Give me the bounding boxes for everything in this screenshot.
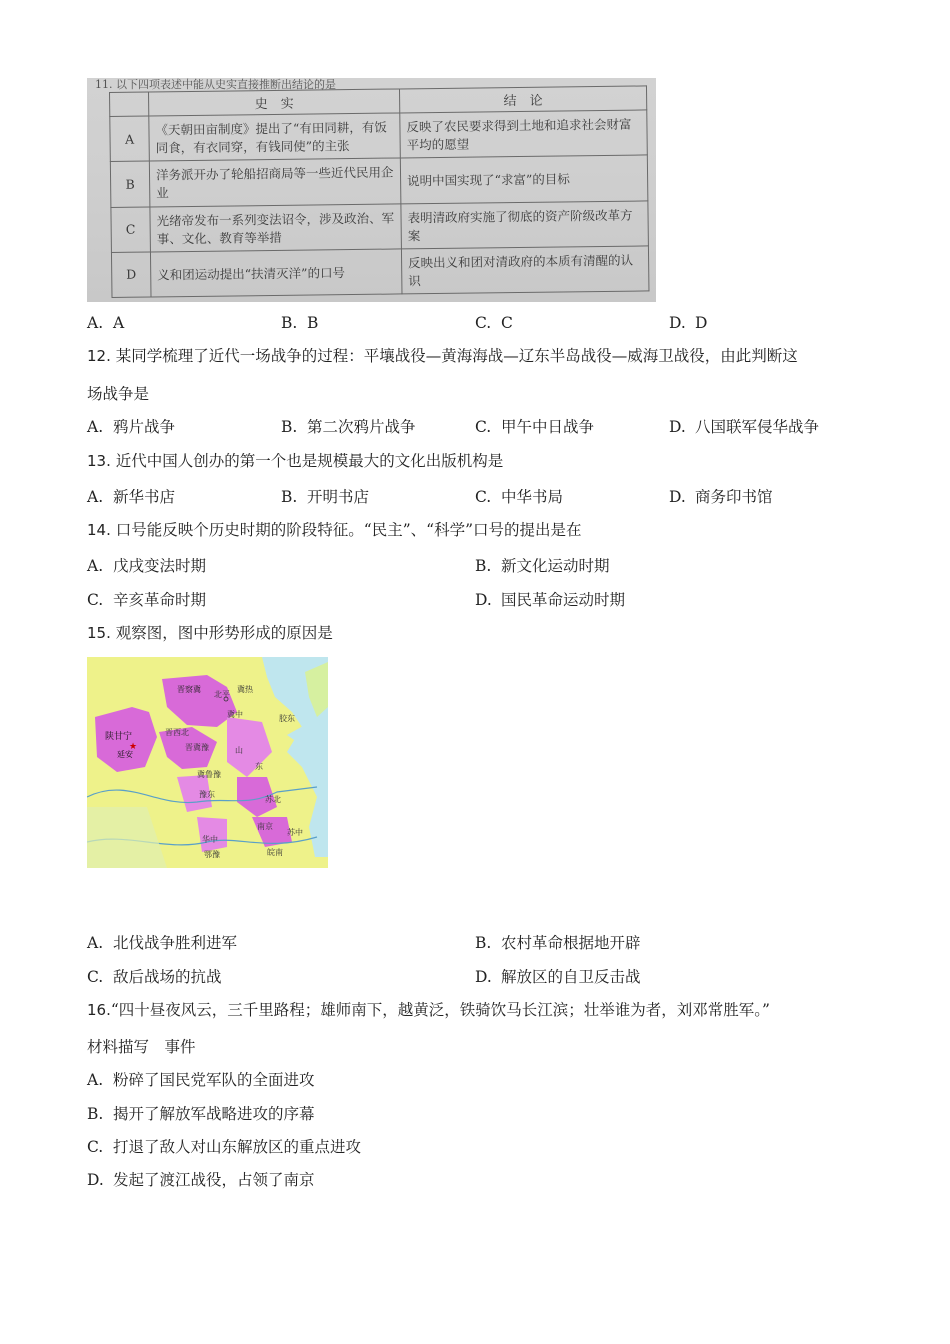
map-label-subei: 苏北 xyxy=(265,795,281,804)
table-row: D 义和团运动提出“扶清灭洋”的口号 反映出义和团对清政府的本质有清醒的认识 xyxy=(111,246,649,298)
map-label-shaanganning: 陕甘宁 xyxy=(105,732,133,742)
q15-option-a[interactable]: A. 北伐战争胜利进军 xyxy=(87,934,238,952)
q11-option-b[interactable]: B. B xyxy=(281,314,319,332)
q12-option-a[interactable]: A. 鸦片战争 xyxy=(87,418,176,436)
q12-stem: 12. 某同学梳理了近代一场战争的过程：平壤战役—黄海海战—辽东半岛战役—威海卫战役，由此判断这 xyxy=(87,347,798,365)
q12-option-b[interactable]: B. 第二次鸦片战争 xyxy=(281,418,416,436)
q16-option-a[interactable]: A. 粉碎了国民党军队的全面进攻 xyxy=(87,1071,315,1089)
q13-option-c[interactable]: C. 中华书局 xyxy=(475,488,564,506)
map-label-jiaodong: 胶东 xyxy=(279,714,295,723)
q14-option-b[interactable]: B. 新文化运动时期 xyxy=(475,557,610,575)
q13-option-d[interactable]: D. 商务印书馆 xyxy=(669,488,773,506)
map-label-yanan: 延安 xyxy=(117,750,133,759)
map-label-nanjing: 南京 xyxy=(257,822,273,831)
map-label-beiping: 北平 xyxy=(214,690,230,699)
map-label-jinjiyu: 晋冀豫 xyxy=(185,743,209,752)
map-label-wannan: 皖南 xyxy=(267,848,283,857)
map-label-shandong-1: 山 xyxy=(235,746,243,755)
base-areas-map xyxy=(87,657,328,868)
q14-option-c[interactable]: C. 辛亥革命时期 xyxy=(87,591,207,609)
history-fact-table xyxy=(109,85,649,298)
q12-option-d[interactable]: D. 八国联军侵华战争 xyxy=(669,418,820,436)
question-11-table-photo xyxy=(87,78,656,302)
q15-stem: 15. 观察图，图中形势形成的原因是 xyxy=(87,624,333,642)
q16-stem-cont: 材料描写 事件 xyxy=(87,1038,196,1056)
q14-stem: 14. 口号能反映个历史时期的阶段特征。“民主”、“科学”口号的提出是在 xyxy=(87,521,582,539)
q11-option-d[interactable]: D. D xyxy=(669,314,708,332)
q13-stem: 13. 近代中国人创办的第一个也是规模最大的文化出版机构是 xyxy=(87,452,504,470)
q15-option-c[interactable]: C. 敌后战场的抗战 xyxy=(87,968,222,986)
q14-option-a[interactable]: A. 戊戌变法时期 xyxy=(87,557,207,575)
q14-option-d[interactable]: D. 国民革命运动时期 xyxy=(475,591,626,609)
q15-option-b[interactable]: B. 农村革命根据地开辟 xyxy=(475,934,641,952)
map-label-jilu: 冀鲁豫 xyxy=(197,770,221,779)
q12-option-c[interactable]: C. 甲午中日战争 xyxy=(475,418,595,436)
q16-stem: 16.“四十昼夜风云，三千里路程；雄师南下，越黄泛，铁骑饮马长江滨；壮举谁为者，刘邓常胜军。” xyxy=(87,1001,770,1019)
map-label-huazhong: 华中 xyxy=(202,835,218,844)
table-row: B 洋务派开办了轮船招商局等一些近代民用企业 说明中国实现了“求富”的目标 xyxy=(110,155,648,207)
map-label-shandong-2: 东 xyxy=(255,762,263,771)
q13-option-b[interactable]: B. 开明书店 xyxy=(281,488,370,506)
map-label-jire: 冀热 xyxy=(237,685,253,694)
table-row: A 《天朝田亩制度》提出了“有田同耕，有饭同食，有衣同穿，有钱同使”的主张 反映了农民要求得到土地和追求社会财富平均的愿望 xyxy=(110,110,648,162)
q15-option-d[interactable]: D. 解放区的自卫反击战 xyxy=(475,968,641,986)
q16-option-c[interactable]: C. 打退了敌人对山东解放区的重点进攻 xyxy=(87,1138,362,1156)
q16-option-d[interactable]: D. 发起了渡江战役，占领了南京 xyxy=(87,1171,315,1189)
col-header-conclusion: 结 论 xyxy=(399,86,646,113)
table-row: C 光绪帝发布一系列变法诏令，涉及政治、军事、文化、教育等举措 表明清政府实施了彻底的资产阶级改革方案 xyxy=(111,200,649,252)
map-label-jinchaji: 晋察冀 xyxy=(177,685,201,694)
photo-cut-header: 11. 以下四项表述中能从史实直接推断出结论的是 xyxy=(95,78,336,91)
map-label-ejin: 鄂豫 xyxy=(204,850,220,859)
col-header-fact: 史 实 xyxy=(149,89,400,116)
map-label-jinxibei: 晋西北 xyxy=(165,728,189,737)
q16-option-b[interactable]: B. 揭开了解放军战略进攻的序幕 xyxy=(87,1105,315,1123)
q11-option-c[interactable]: C. C xyxy=(475,314,513,332)
map-label-yudong: 豫东 xyxy=(199,790,215,799)
q12-stem-cont: 场战争是 xyxy=(87,385,150,403)
map-label-jizhong: 冀中 xyxy=(227,710,243,719)
q13-option-a[interactable]: A. 新华书店 xyxy=(87,488,176,506)
map-label-suzhong: 苏中 xyxy=(287,828,303,837)
q11-option-a[interactable]: A. A xyxy=(87,314,125,332)
star-icon: ★ xyxy=(129,742,138,752)
